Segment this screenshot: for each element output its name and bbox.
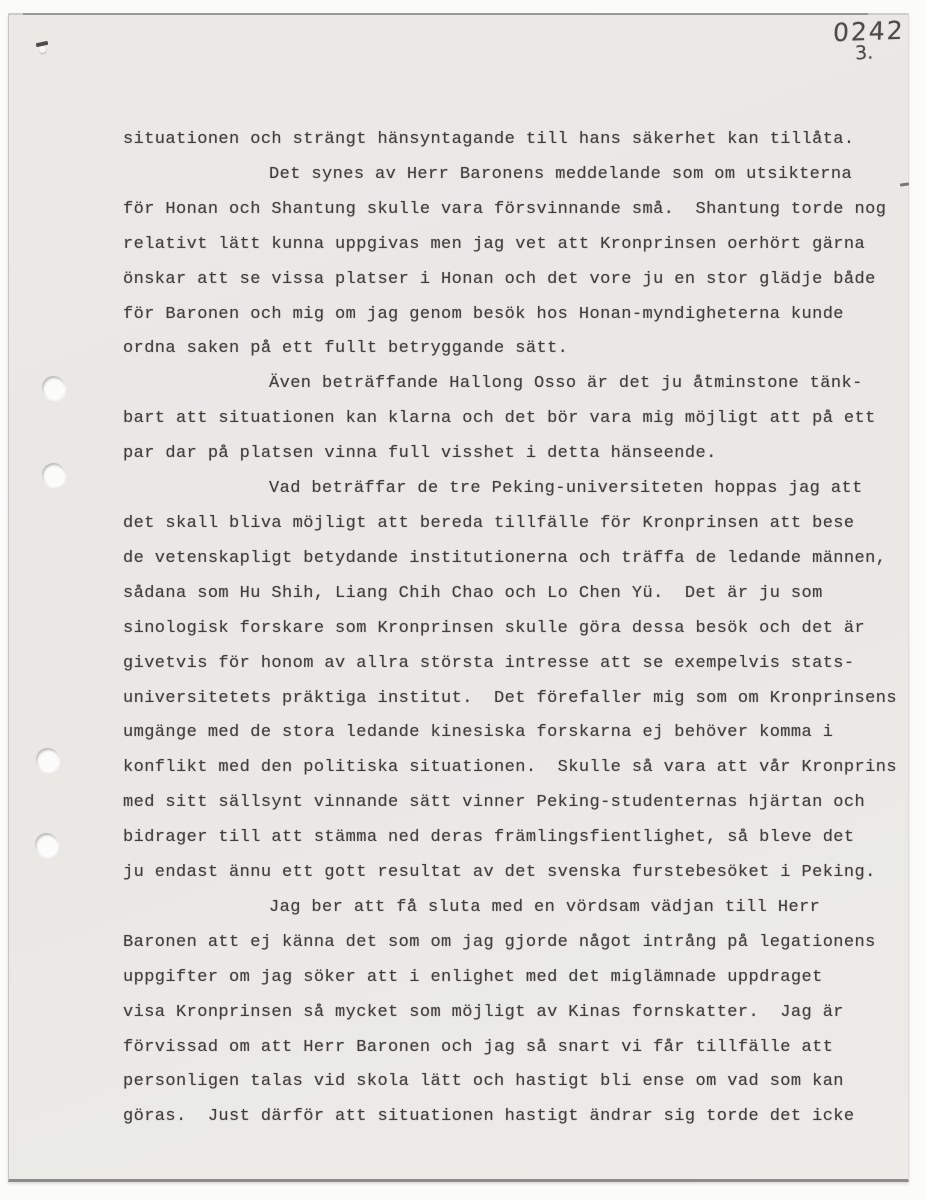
punch-hole (35, 833, 58, 856)
text-line: personligen talas vid skola lätt och hastigt bli ense om vad som kan (123, 1072, 844, 1092)
text-line: givetvis för honom av allra största intresse att se exempelvis stats- (123, 653, 855, 673)
text-line: med sitt sällsynt vinnande sätt vinner Peking-studenternas hjärtan och (123, 793, 866, 813)
text-line: för Baronen och mig om jag genom besök hos Honan-myndigheterna kunde (123, 304, 844, 324)
paragraph (123, 891, 909, 1135)
text-line: uppgifter om jag söker att i enlighet med det miglämnade uppdraget (123, 967, 823, 987)
punch-hole (42, 376, 65, 399)
punch-hole (42, 463, 65, 486)
archive-stamp-number: 0242 (832, 15, 906, 48)
text-line: visa Kronprinsen så mycket som möjligt av Kinas fornskatter. Jag är (123, 1002, 844, 1022)
page-number: 3. (854, 41, 874, 65)
text-line: de vetenskapligt betydande institutionerna och träffa de ledande männen, (123, 548, 887, 568)
text-line: sådana som Hu Shih, Liang Chih Chao och Lo Chen Yü. Det är ju som (123, 583, 823, 603)
text-line: det skall bliva möjligt att bereda tillfälle för Kronprinsen att bese (123, 513, 855, 533)
text-line: bidrager till att stämma ned deras främlingsfientlighet, så bleve det (123, 828, 855, 848)
text-line: Vad beträffar de tre Peking-universiteten hoppas jag att (269, 479, 863, 499)
text-line: förvissad om att Herr Baronen och jag så snart vi får tillfälle att (123, 1037, 834, 1057)
text-line: ju endast ännu ett gott resultat av det svenska furstebesöket i Peking. (123, 863, 876, 883)
text-line: göras. Just därför att situationen hastigt ändrar sig torde det icke (123, 1107, 855, 1127)
document-page (8, 13, 909, 1182)
text-line: Även beträffande Hallong Osso är det ju åtminstone tänk- (269, 374, 863, 394)
text-line: Det synes av Herr Baronens meddelande som om utsikterna (269, 164, 853, 184)
text-line: relativt lätt kunna uppgivas men jag vet att Kronprinsen oerhört gärna (123, 234, 866, 254)
paragraph (123, 472, 909, 891)
text-line: för Honan och Shantung skulle vara försvinnande små. Shantung torde nog (123, 199, 887, 219)
paragraph (123, 367, 909, 472)
paragraph (123, 123, 909, 158)
text-line: önskar att se vissa platser i Honan och det vore ju en stor glädje både (123, 269, 876, 289)
staple-mark (36, 41, 49, 47)
text-line: universitetets präktiga institut. Det förefaller mig som om Kronprinsens (123, 688, 897, 708)
letter-body (123, 123, 909, 1135)
text-line: par dar på platsen vinna full visshet i detta hänseende. (123, 444, 717, 464)
text-line: ordna saken på ett fullt betryggande sätt. (123, 339, 569, 359)
text-line: sinologisk forskare som Kronprinsen skulle göra dessa besök och det är (123, 618, 866, 638)
text-line: umgänge med de stora ledande kinesiska forskarna ej behöver komma i (123, 723, 834, 743)
text-line: Baronen att ej känna det som om jag gjorde något intrång på legationens (123, 932, 876, 952)
text-line: konflikt med den politiska situationen. Skulle så vara att vår Kronprins (123, 758, 897, 778)
text-line: Jag ber att få sluta med en vördsam vädjan till Herr (269, 897, 821, 917)
punch-hole (36, 748, 59, 771)
text-line: bart att situationen kan klarna och det bör vara mig möjligt att på ett (123, 409, 876, 429)
paragraph (123, 158, 909, 367)
text-line: situationen och strängt hänsyntagande till hans säkerhet kan tillåta. (123, 130, 855, 149)
